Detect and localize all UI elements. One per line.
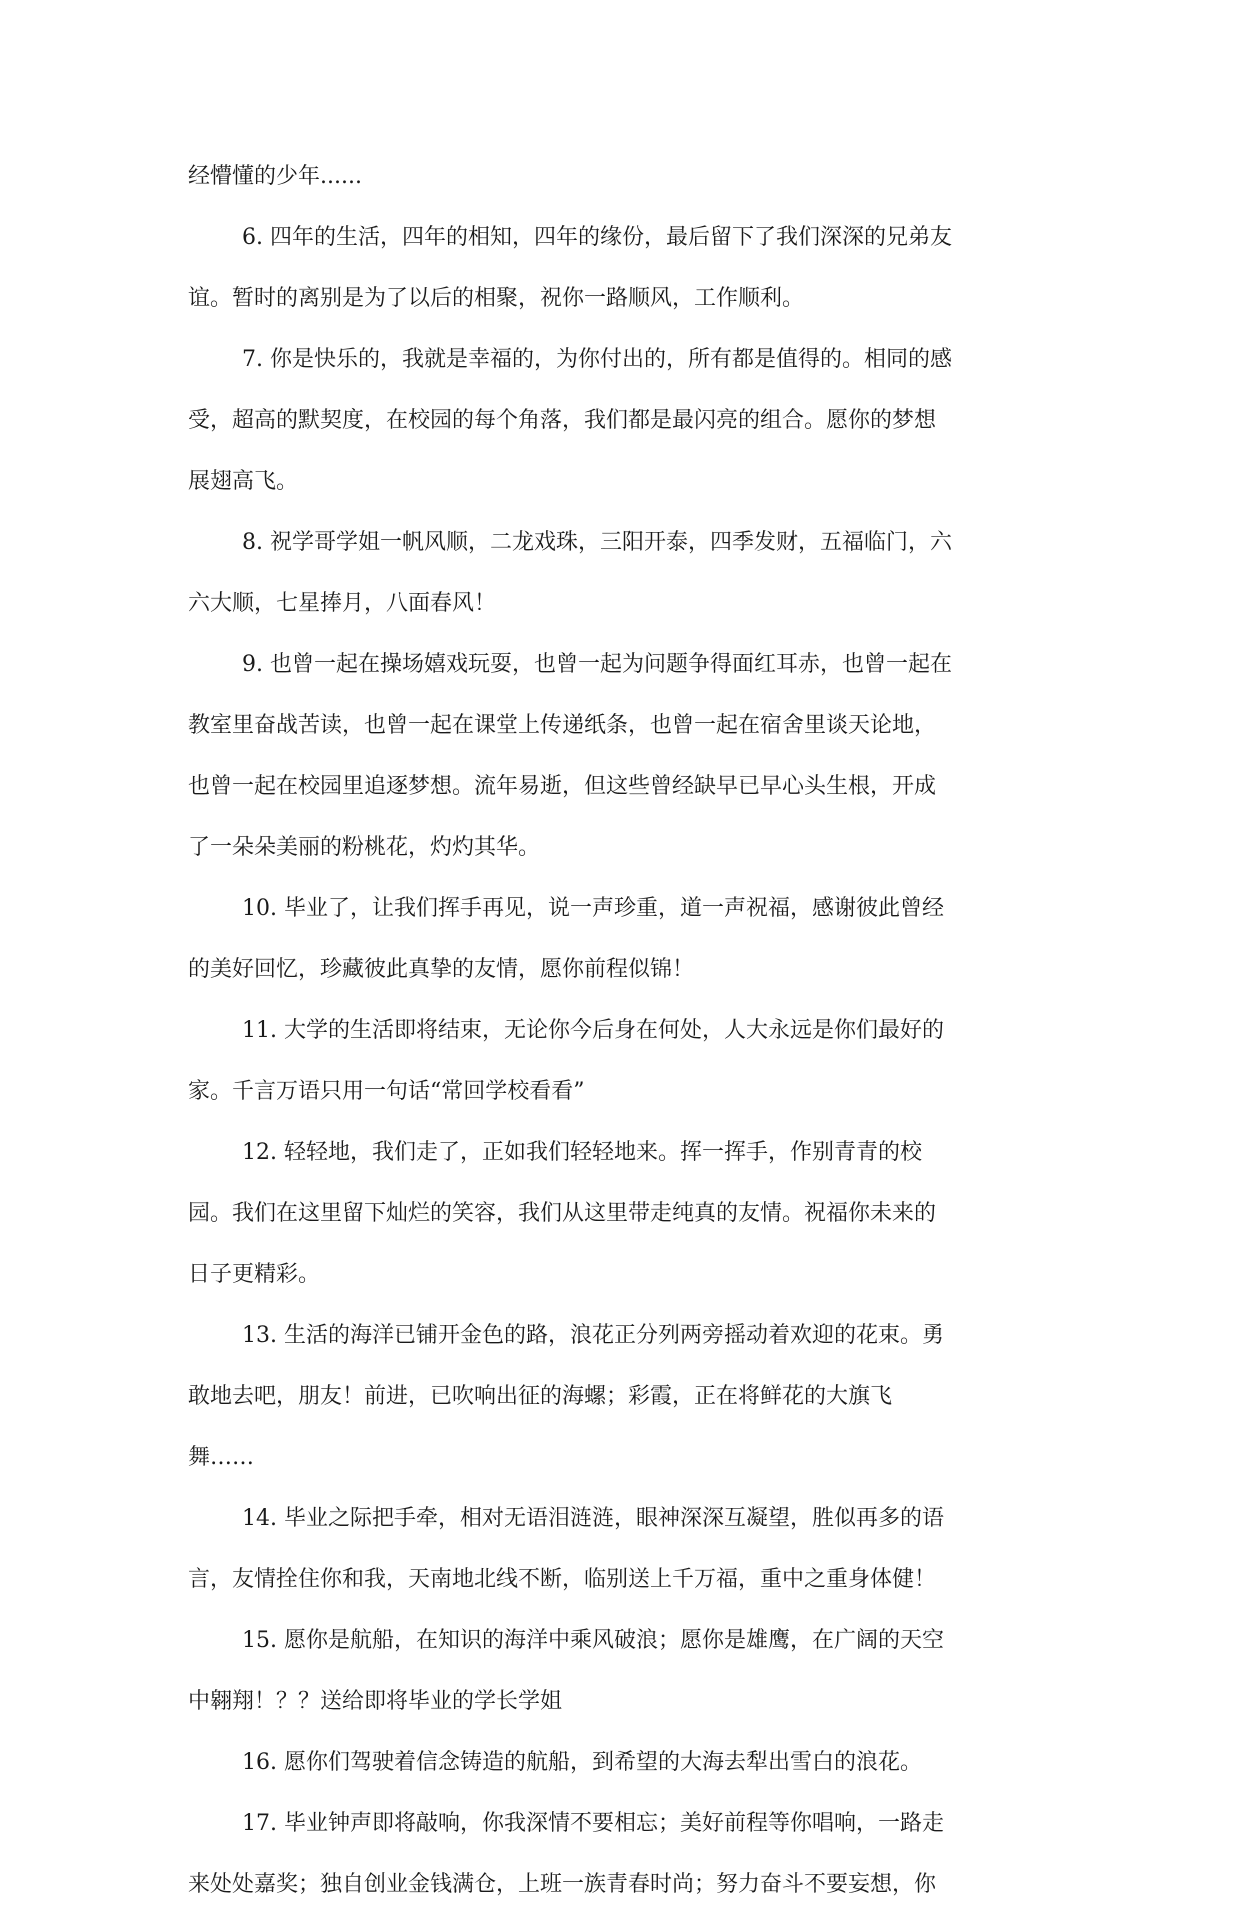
text-line: 经懵懂的少年...... bbox=[188, 164, 362, 189]
text-line: 舞…… bbox=[188, 1445, 255, 1470]
text-line: 了一朵朵美丽的粉桃花，灼灼其华。 bbox=[188, 835, 541, 860]
text-line: 15. 愿你是航船，在知识的海洋中乘风破浪；愿你是雄鹰，在广阔的天空 bbox=[242, 1628, 944, 1653]
text-line: 家。千言万语只用一句话“常回学校看看” bbox=[188, 1079, 585, 1104]
text-line: 10. 毕业了，让我们挥手再见，说一声珍重，道一声祝福，感谢彼此曾经 bbox=[242, 896, 944, 921]
text-line: 也曾一起在校园里追逐梦想。流年易逝，但这些曾经缺早已早心头生根，开成 bbox=[188, 774, 937, 799]
text-line: 六大顺，七星捧月，八面春风！ bbox=[188, 591, 497, 616]
text-line: 日子更精彩。 bbox=[188, 1262, 321, 1287]
text-line: 中翱翔！？？送给即将毕业的学长学姐 bbox=[188, 1689, 563, 1714]
text-line: 7. 你是快乐的，我就是幸福的，为你付出的，所有都是值得的。相同的感 bbox=[242, 347, 952, 372]
text-line: 言，友情拴住你和我，天南地北线不断，临别送上千万福，重中之重身体健！ bbox=[188, 1567, 937, 1592]
text-line: 16. 愿你们驾驶着信念铸造的航船，到希望的大海去犁出雪白的浪花。 bbox=[242, 1750, 922, 1775]
text-line: 14. 毕业之际把手牵，相对无语泪涟涟，眼神深深互凝望，胜似再多的语 bbox=[242, 1506, 944, 1531]
text-line: 展翅高飞。 bbox=[188, 469, 299, 494]
text-line: 12. 轻轻地，我们走了，正如我们轻轻地来。挥一挥手，作别青青的校 bbox=[242, 1140, 922, 1165]
text-line: 园。我们在这里留下灿烂的笑容，我们从这里带走纯真的友情。祝福你未来的 bbox=[188, 1201, 937, 1226]
document-body bbox=[188, 155, 1060, 1924]
text-line: 来处处嘉奖；独自创业金钱满仓，上班一族青春时尚；努力奋斗不要妄想，你 bbox=[188, 1872, 937, 1897]
text-line: 敢地去吧，朋友！前进，已吹响出征的海螺；彩霞，正在将鲜花的大旗飞 bbox=[188, 1384, 893, 1409]
text-line: 9. 也曾一起在操场嬉戏玩耍，也曾一起为问题争得面红耳赤，也曾一起在 bbox=[242, 652, 952, 677]
text-line: 6. 四年的生活，四年的相知，四年的缘份，最后留下了我们深深的兄弟友 bbox=[242, 225, 952, 250]
text-line: 17. 毕业钟声即将敲响，你我深情不要相忘；美好前程等你唱响，一路走 bbox=[242, 1811, 944, 1836]
text-line: 13. 生活的海洋已铺开金色的路，浪花正分列两旁摇动着欢迎的花束。勇 bbox=[242, 1323, 944, 1348]
text-line: 11. 大学的生活即将结束，无论你今后身在何处，人大永远是你们最好的 bbox=[242, 1018, 944, 1043]
text-line: 谊。暂时的离别是为了以后的相聚，祝你一路顺风，工作顺利。 bbox=[188, 286, 805, 311]
text-line: 的美好回忆，珍藏彼此真挚的友情，愿你前程似锦！ bbox=[188, 957, 695, 982]
text-line: 教室里奋战苦读，也曾一起在课堂上传递纸条，也曾一起在宿舍里谈天论地， bbox=[188, 713, 937, 738]
text-line: 受，超高的默契度，在校园的每个角落，我们都是最闪亮的组合。愿你的梦想 bbox=[188, 408, 937, 433]
text-line: 8. 祝学哥学姐一帆风顺，二龙戏珠，三阳开泰，四季发财，五福临门，六 bbox=[242, 530, 952, 555]
